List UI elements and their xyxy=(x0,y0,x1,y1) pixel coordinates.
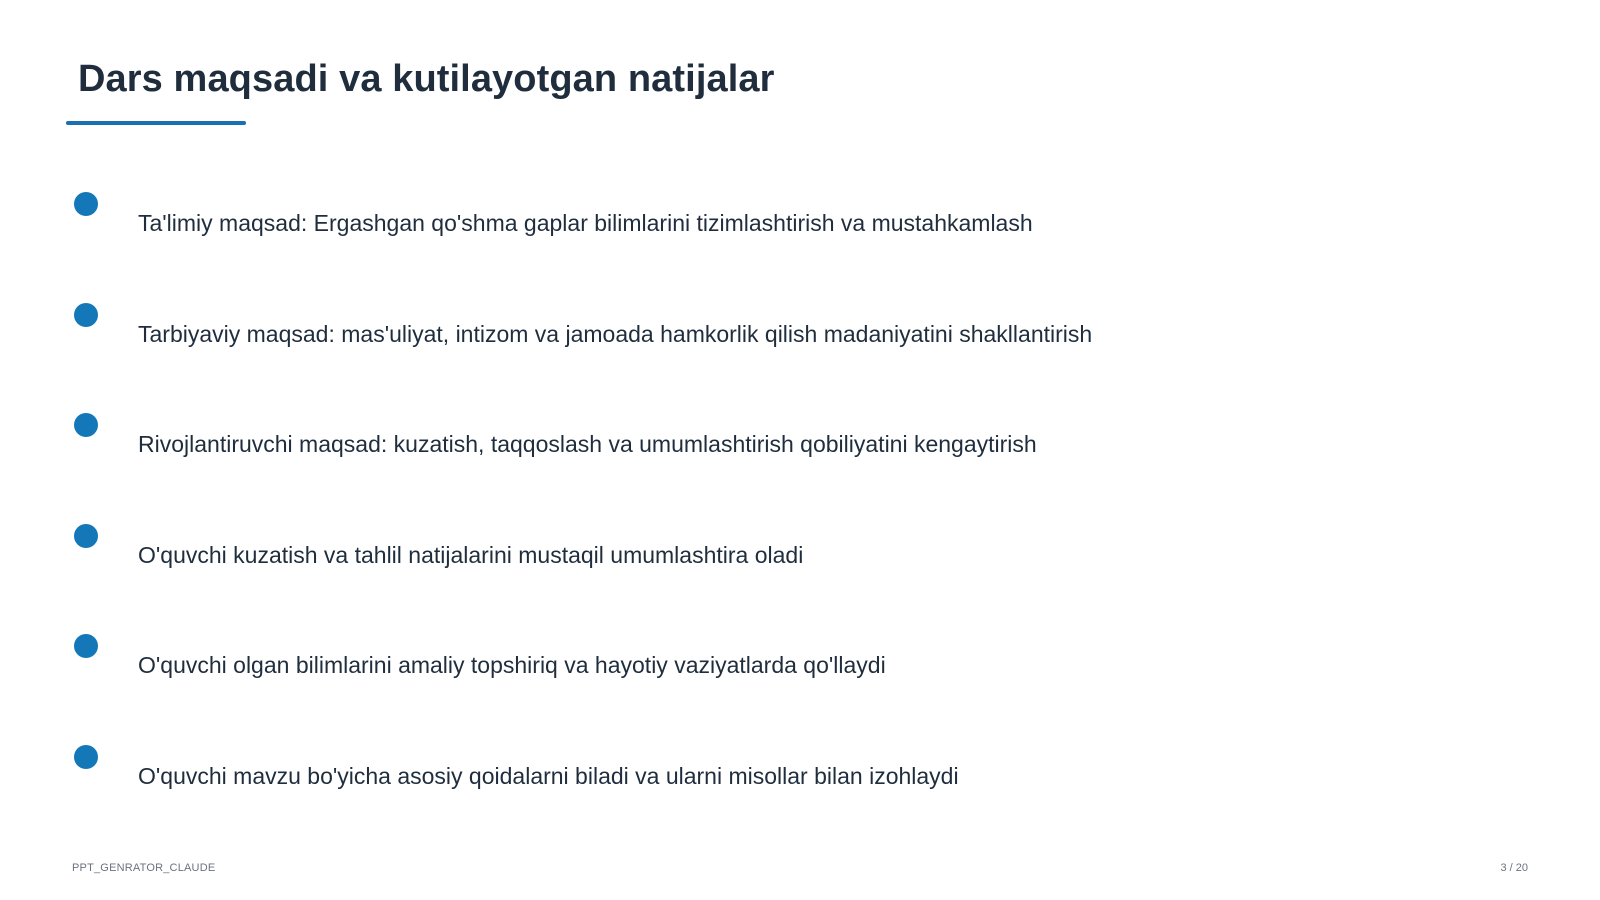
bullet-text: O'quvchi kuzatish va tahlil natijalarini mustaqil umumlashtira oladi xyxy=(138,542,804,568)
bullet-item xyxy=(0,303,1600,383)
bullet-text: Tarbiyaviy maqsad: mas'uliyat, intizom va jamoada hamkorlik qilish madaniyatini shakllantirish xyxy=(138,321,1093,347)
bullet-dot-icon xyxy=(74,524,98,548)
bullet-text: O'quvchi mavzu bo'yicha asosiy qoidalarni biladi va ularni misollar bilan izohlaydi xyxy=(138,763,959,789)
slide-title: Dars maqsadi va kutilayotgan natijalar xyxy=(78,58,775,100)
bullet-item xyxy=(0,745,1600,825)
bullet-dot-icon xyxy=(74,634,98,658)
bullet-item xyxy=(0,524,1600,604)
bullet-dot-icon xyxy=(74,413,98,437)
footer-generator-label: PPT_GENRATOR_CLAUDE xyxy=(72,862,216,874)
bullet-text: O'quvchi olgan bilimlarini amaliy topshiriq va hayotiy vaziyatlarda qo'llaydi xyxy=(138,652,886,678)
bullet-dot-icon xyxy=(74,192,98,216)
bullet-item xyxy=(0,634,1600,714)
bullet-dot-icon xyxy=(74,303,98,327)
bullet-text: Rivojlantiruvchi maqsad: kuzatish, taqqoslash va umumlashtirish qobiliyatini kengaytirish xyxy=(138,431,1037,457)
page-indicator: 3 / 20 xyxy=(1500,862,1528,874)
bullet-item xyxy=(0,413,1600,493)
bullet-item xyxy=(0,192,1600,272)
bullet-text: Ta'limiy maqsad: Ergashgan qo'shma gaplar bilimlarini tizimlashtirish va mustahkamlash xyxy=(138,210,1033,236)
bullet-dot-icon xyxy=(74,745,98,769)
